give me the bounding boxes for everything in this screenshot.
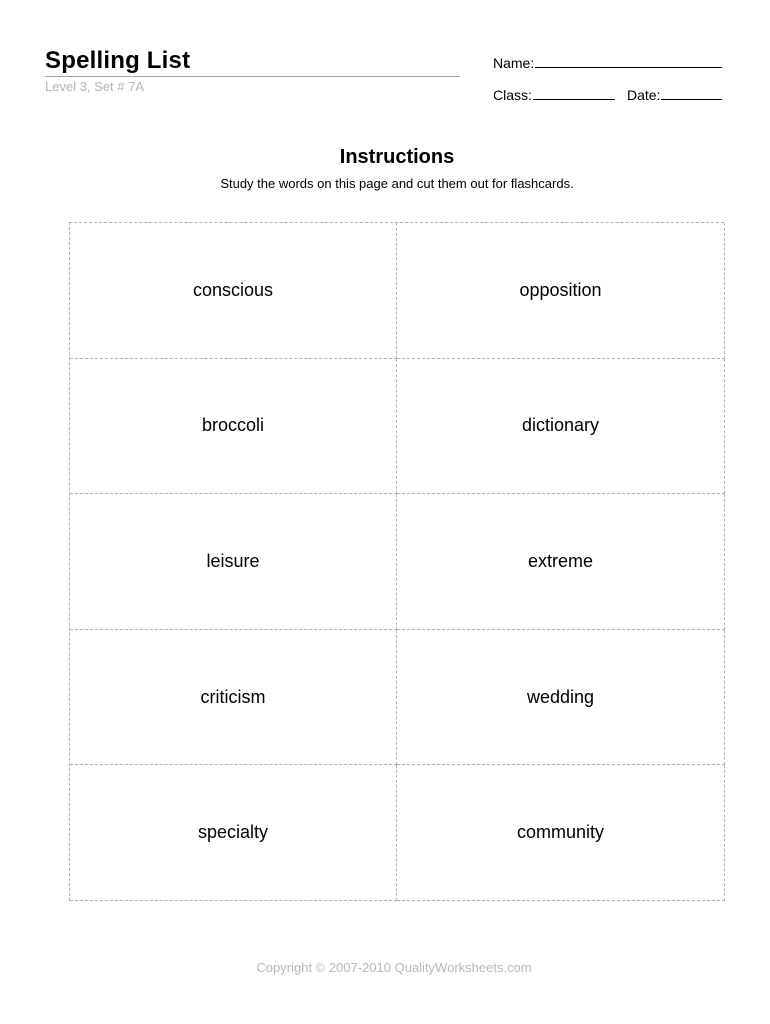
flashcard-word: opposition <box>519 279 602 300</box>
flashcard-word: dictionary <box>521 415 600 436</box>
date-field <box>627 85 722 104</box>
date-label: Date: <box>627 87 661 103</box>
flashcard-word: conscious <box>192 279 274 300</box>
flashcard-word: criticism <box>200 686 266 707</box>
flashcard <box>70 223 397 359</box>
instructions-heading: Instructions <box>339 146 455 168</box>
level-set-subtitle: Level 3, Set # 7A <box>45 79 145 94</box>
page-title: Spelling List <box>45 47 191 74</box>
flashcard <box>70 630 397 766</box>
instructions-text: Study the words on this page and cut them out for flashcards. <box>220 176 574 191</box>
name-field <box>493 53 722 72</box>
flashcard-word: community <box>516 822 605 843</box>
flashcard-word: wedding <box>526 686 595 707</box>
class-blank-line <box>533 85 615 100</box>
flashcard <box>397 223 725 359</box>
copyright-footer: Copyright © 2007-2010 QualityWorksheets.com <box>256 960 532 975</box>
flashcard-word: specialty <box>197 822 269 843</box>
flashcard-word: leisure <box>206 550 260 571</box>
class-field <box>493 85 615 104</box>
flashcard <box>397 494 725 630</box>
flashcard <box>397 765 725 901</box>
name-blank-line <box>535 53 722 68</box>
flashcard-grid <box>69 222 724 901</box>
flashcard <box>397 359 725 495</box>
class-label: Class: <box>493 87 532 103</box>
flashcard <box>397 630 725 766</box>
name-label: Name: <box>493 55 535 71</box>
flashcard <box>70 765 397 901</box>
flashcard <box>70 494 397 630</box>
flashcard-word: broccoli <box>201 415 265 436</box>
flashcard <box>70 359 397 495</box>
flashcard-word: extreme <box>527 550 594 571</box>
title-divider <box>45 76 460 77</box>
date-blank-line <box>661 85 722 100</box>
